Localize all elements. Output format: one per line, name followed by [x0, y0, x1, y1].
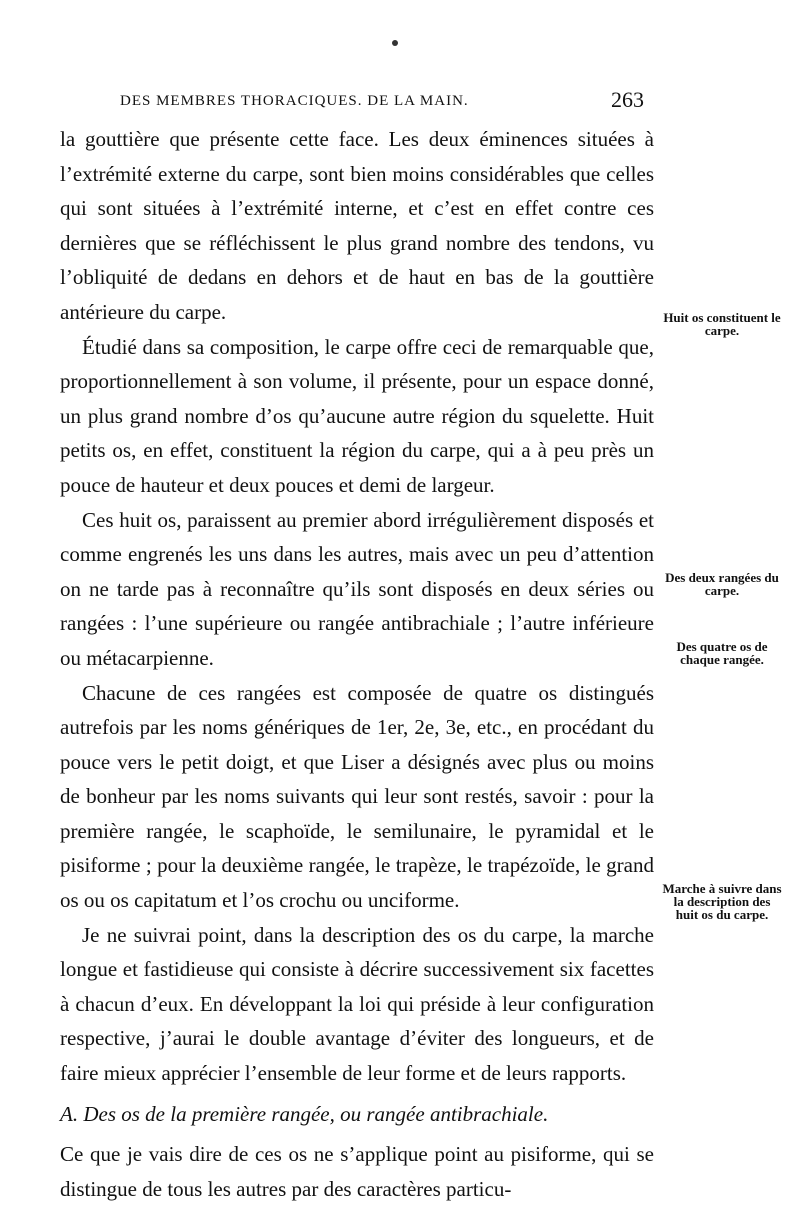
margin-note-3: Des quatre os de chaque rangée.	[676, 639, 768, 667]
page-number: 263	[611, 87, 644, 112]
paragraph-3: Ces huit os, paraissent au premier abord irrégulièrement disposés et comme engrenés les uns dans les autres, mais avec un peu d’attention on ne tarde pas à reconnaître qu’ils sont disposés en deux séries ou rangées : l’une supérieure ou rangée antibrachiale ; l’autre inférieure ou métacarpienne.	[60, 507, 654, 670]
running-title: DES MEMBRES THORACIQUES. DE LA MAIN.	[120, 93, 469, 109]
paragraph-2: Étudié dans sa composition, le carpe offre ceci de remarquable que, proportionnellement à son volume, il présente, pour un espace donné, un plus grand nombre d’os qu’aucune autre région du squelette. Huit petits os, en effet, constituent la région du carpe, qui a à peu près un pouce de hauteur et deux pouces et demi de largeur.	[60, 334, 654, 497]
ink-dot	[392, 40, 398, 46]
paragraph-1: la gouttière que présente cette face. Les deux éminences situées à l’extrémité externe du carpe, sont bien moins considérables que celles qui sont situées à l’extrémité interne, et c’est en effet contre ces dernières que se réfléchissent le plus grand nombre des tendons, vu l’obliquité de dedans en dehors et de haut en bas de la gouttière antérieure du carpe.	[60, 127, 654, 324]
margin-note-1: Huit os constituent le carpe.	[663, 310, 781, 338]
section-heading: A. Des os de la première rangée, ou rangée antibrachiale.	[60, 1101, 549, 1126]
margin-note-4: Marche à suivre dans la description des huit os du carpe.	[662, 881, 782, 922]
margin-note-2: Des deux rangées du carpe.	[665, 570, 779, 598]
paragraph-4: Chacune de ces rangées est composée de quatre os distingués autrefois par les noms génériques de 1er, 2e, 3e, etc., en procédant du pouce vers le petit doigt, et que Liser a désignés avec plus ou moins de bonheur par les noms suivants qui leur sont restés, savoir : pour la première rangée, le scaphoïde, le semilunaire, le pyramidal et le pisiforme ; pour la deuxième rangée, le trapèze, le trapézoïde, le grand os ou os capitatum et l’os crochu ou unciforme.	[60, 680, 654, 913]
running-header	[120, 87, 644, 112]
body-text	[60, 122, 654, 1206]
paragraph-6: Ce que je vais dire de ces os ne s’applique point au pisiforme, qui se distingue de tous les autres par des caractères particu-	[60, 1142, 654, 1201]
paragraph-5: Je ne suivrai point, dans la description des os du carpe, la marche longue et fastidieuse qui consiste à décrire successivement six facettes à chacun d’eux. En développant la loi qui préside à leur configuration respective, j’aurai le double avantage d’éviter des longueurs, et de faire mieux apprécier l’ensemble de leur forme et de leurs rapports.	[60, 922, 654, 1086]
